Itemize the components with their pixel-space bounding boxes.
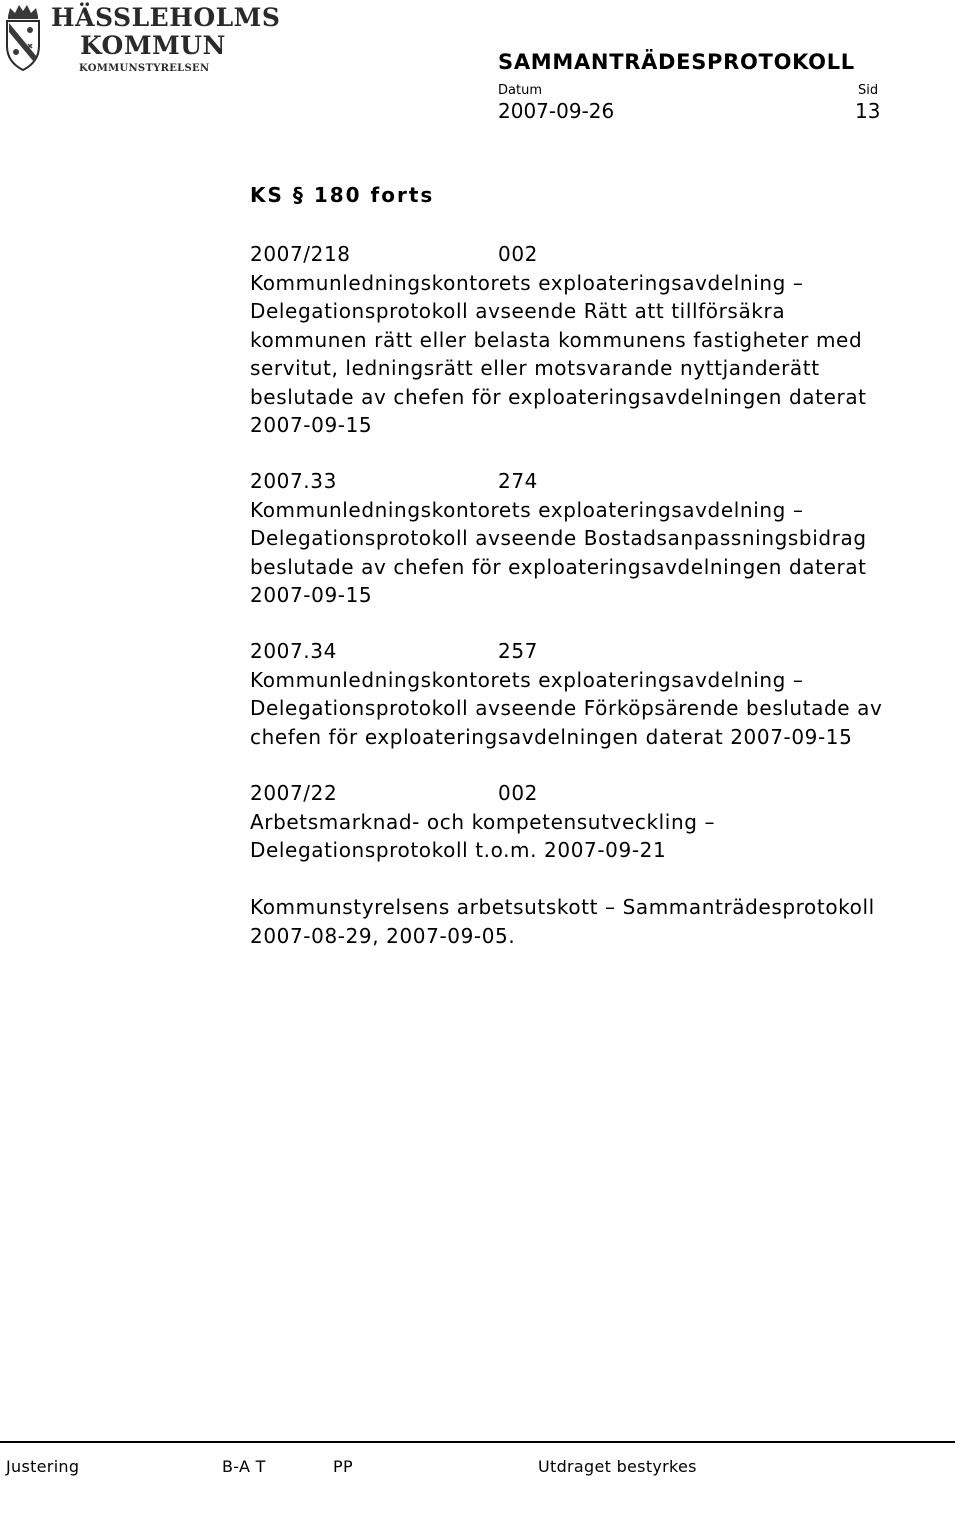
entry-ref-id: 2007.33 [250, 469, 337, 493]
page-number: 13 [855, 99, 881, 123]
entry-ref-number: 257 [498, 639, 538, 663]
entry-reference [250, 637, 950, 666]
document-type-title: SAMMANTRÄDESPROTOKOLL [498, 50, 855, 74]
entry-text: Kommunledningskontorets exploateringsavdelning – Delegationsprotokoll avseende Rätt att tillförsäkra kommunen rätt eller belasta kommunens fastigheter med servitut, ledningsrätt eller motsvarande nyttjanderätt beslutade av chefen för exploateringsavdelningen daterat 2007-09-15 [250, 270, 867, 437]
entry-ref-id: 2007.34 [250, 639, 337, 663]
entry-reference [250, 467, 950, 496]
entry-text: Kommunledningskontorets exploateringsavdelning – Delegationsprotokoll avseende Förköpsärende beslutade av chefen för exploateringsavdelningen daterat 2007-09-15 [250, 667, 883, 749]
logo-subunit: KOMMUNSTYRELSEN [79, 63, 210, 74]
entry-text: Kommunledningskontorets exploateringsavdelning – Delegationsprotokoll avseende Bostadsanpassningsbidrag beslutade av chefen för exploateringsavdelningen daterat 2007-09-15 [250, 497, 867, 607]
justering-label: Justering [6, 1457, 80, 1476]
section-heading: KS § 180 forts [250, 183, 435, 207]
justering-initials-2: PP [333, 1457, 353, 1476]
entry-ref-number: 002 [498, 242, 538, 266]
logo-name-line2: KOMMUN [80, 31, 226, 60]
list-item [250, 779, 950, 865]
logo-name-line1: HÄSSLEHOLMS [51, 3, 281, 32]
date-label: Datum [498, 83, 542, 98]
certified-extract-label: Utdraget bestyrkes [538, 1457, 697, 1476]
date-value: 2007-09-26 [498, 99, 615, 123]
municipality-logo [0, 0, 281, 80]
entry-reference [250, 779, 950, 808]
page-label: Sid [858, 83, 879, 98]
coat-of-arms-icon [2, 2, 44, 74]
list-item [250, 893, 950, 950]
entry-ref-number: 274 [498, 469, 538, 493]
logo-name [51, 4, 280, 60]
list-item [250, 240, 950, 440]
justering-initials-1: B-A T [222, 1457, 266, 1476]
footer-divider [0, 1441, 955, 1443]
entry-ref-id: 2007/22 [250, 781, 338, 805]
list-item [250, 637, 950, 751]
list-item [250, 467, 950, 610]
entry-text: Arbetsmarknad- och kompetensutveckling – Delegationsprotokoll t.o.m. 2007-09-21 [250, 809, 716, 862]
entry-ref-number: 002 [498, 781, 538, 805]
entry-ref-id: 2007/218 [250, 242, 351, 266]
entry-text: Kommunstyrelsens arbetsutskott – Sammanträdesprotokoll 2007-08-29, 2007-09-05. [250, 895, 875, 948]
entry-reference [250, 240, 950, 269]
